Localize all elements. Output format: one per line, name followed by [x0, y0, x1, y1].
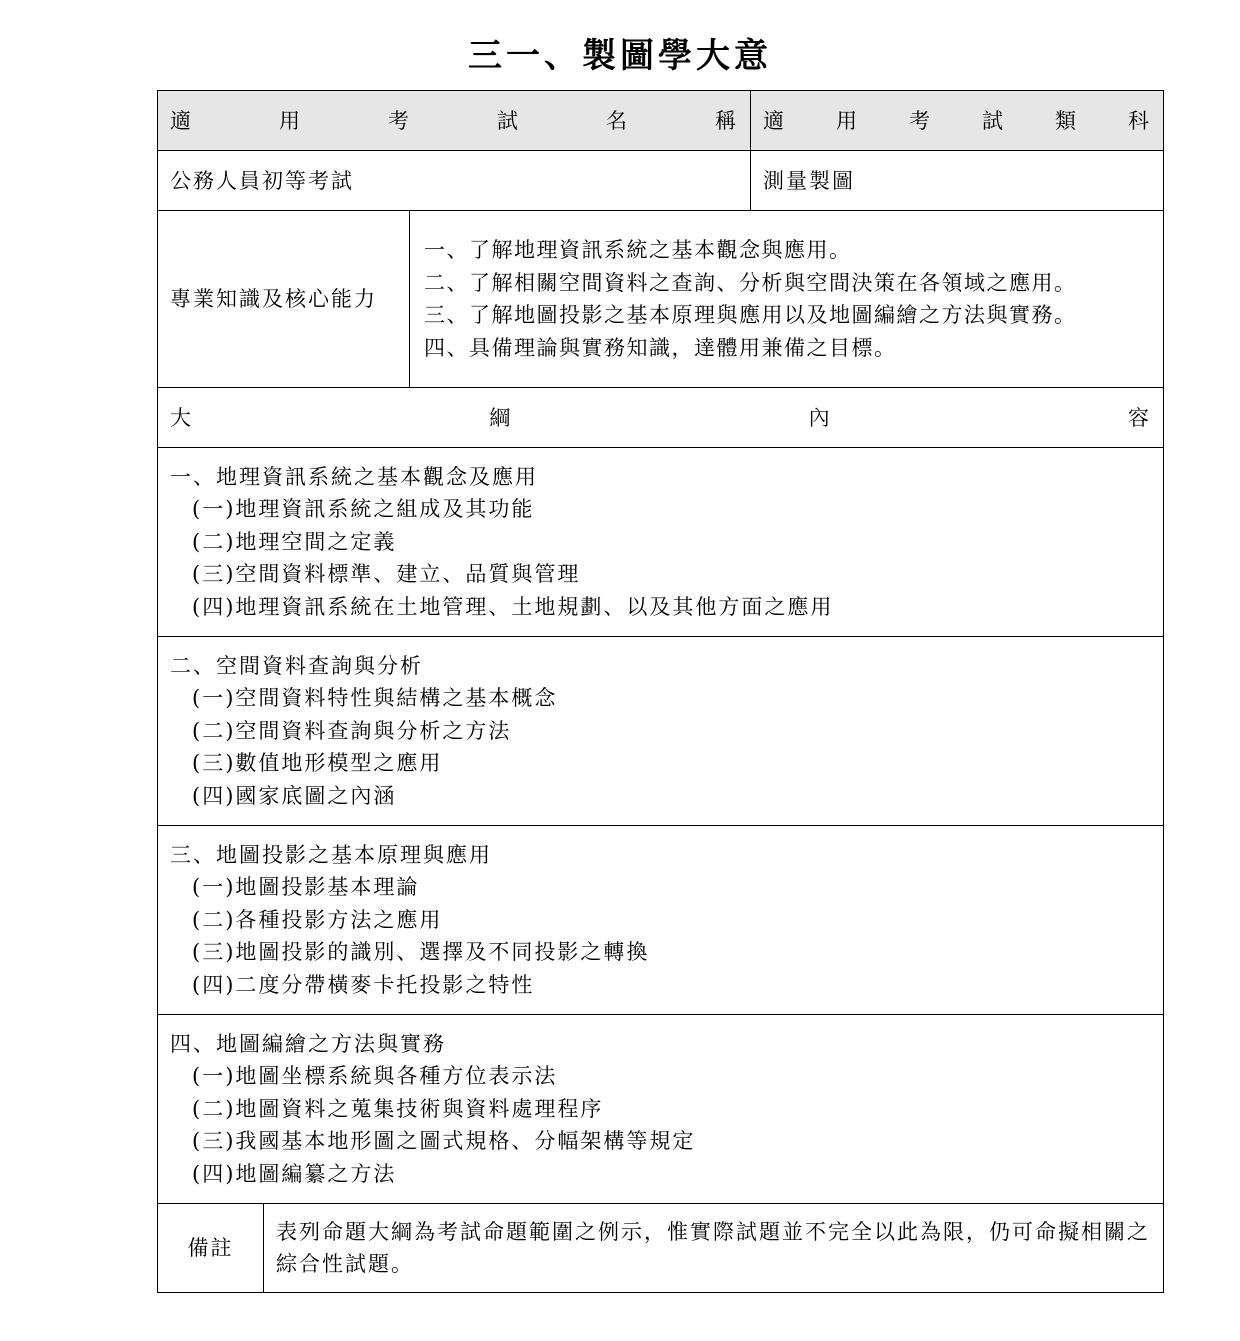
- outline-section-1: [158, 448, 1164, 637]
- outline-section-2: [158, 637, 1164, 826]
- section-item: (三)空間資料標準、建立、品質與管理: [192, 562, 581, 587]
- section-item: (二)各種投影方法之應用: [192, 907, 443, 932]
- header-row: [158, 91, 1164, 151]
- exam-outline-table: [157, 90, 1164, 1293]
- section-item: (一)空間資料特性與結構之基本概念: [192, 686, 558, 711]
- section-heading: 一、地理資訊系統之基本觀念及應用: [170, 464, 538, 489]
- header-char: 試: [497, 108, 520, 133]
- note-label: 備註: [158, 1204, 264, 1293]
- exam-info-row: [158, 151, 1164, 211]
- section-item: (三)我國基本地形圖之圖式規格、分幅架構等規定: [192, 1129, 696, 1154]
- outline-section-3: [158, 826, 1164, 1015]
- section-item: (二)地圖資料之蒐集技術與資料處理程序: [192, 1096, 604, 1121]
- outline-section-row: [158, 448, 1164, 637]
- competency-item: 一、了解地理資訊系統之基本觀念與應用。: [424, 238, 852, 262]
- competency-label: 專業知識及核心能力: [158, 211, 410, 388]
- outline-section-4: [158, 1015, 1164, 1204]
- section-heading: 四、地圖編繪之方法與實務: [170, 1031, 446, 1056]
- section-item: (三)數值地形模型之應用: [192, 751, 443, 776]
- header-char: 試: [982, 108, 1006, 133]
- note-text: 表列命題大綱為考試命題範圍之例示，惟實際試題並不完全以此為限，仍可命擬相關之綜合性試題。: [264, 1204, 1164, 1293]
- header-char: 類: [1055, 108, 1079, 133]
- outline-section-row: [158, 826, 1164, 1015]
- section-item: (一)地圖投影基本理論: [192, 875, 420, 900]
- header-char: 適: [763, 108, 787, 133]
- exam-category: 測量製圖: [751, 151, 1164, 211]
- header-char: 用: [836, 108, 860, 133]
- section-item: (四)國家底圖之內涵: [192, 783, 397, 808]
- competency-item: 二、了解相關空間資料之查詢、分析與空間決策在各領域之應用。: [424, 270, 1077, 295]
- outline-section-row: [158, 1015, 1164, 1204]
- exam-name: 公務人員初等考試: [158, 151, 751, 211]
- outline-header-char: 容: [1127, 405, 1151, 430]
- header-char: 考: [388, 108, 411, 133]
- header-char: 適: [170, 108, 193, 133]
- header-char: 考: [909, 108, 933, 133]
- outline-header-char: 大: [170, 405, 193, 430]
- section-item: (四)二度分帶橫麥卡托投影之特性: [192, 972, 535, 997]
- section-item: (四)地圖編纂之方法: [192, 1161, 397, 1186]
- section-item: (三)地圖投影的識別、選擇及不同投影之轉換: [192, 940, 650, 965]
- note-row: [158, 1204, 1164, 1293]
- competency-item: 四、具備理論與實務知識，達體用兼備之目標。: [424, 335, 897, 360]
- header-char: 名: [606, 108, 629, 133]
- header-char: 科: [1128, 108, 1152, 133]
- section-item: (一)地理資訊系統之組成及其功能: [192, 497, 535, 522]
- outline-header-char: 內: [808, 405, 832, 430]
- section-heading: 三、地圖投影之基本原理與應用: [170, 842, 492, 867]
- competency-row: [158, 211, 1164, 388]
- section-item: (二)空間資料查詢與分析之方法: [192, 718, 512, 743]
- section-item: (四)地理資訊系統在土地管理、土地規劃、以及其他方面之應用: [192, 594, 834, 619]
- header-char: 稱: [715, 108, 738, 133]
- exam-category-header: [751, 91, 1164, 151]
- competency-list: [410, 211, 1164, 388]
- exam-name-header: [158, 91, 751, 151]
- section-item: (一)地圖坐標系統與各種方位表示法: [192, 1064, 558, 1089]
- section-heading: 二、空間資料查詢與分析: [170, 653, 423, 678]
- header-char: 用: [279, 108, 302, 133]
- competency-item: 三、了解地圖投影之基本原理與應用以及地圖編繪之方法與實務。: [424, 303, 1077, 327]
- page-title: 三一、製圖學大意: [468, 36, 772, 76]
- outline-header: [158, 388, 1164, 448]
- outline-header-row: [158, 388, 1164, 448]
- outline-section-row: [158, 637, 1164, 826]
- section-item: (二)地理空間之定義: [192, 529, 397, 554]
- outline-header-char: 綱: [489, 405, 513, 430]
